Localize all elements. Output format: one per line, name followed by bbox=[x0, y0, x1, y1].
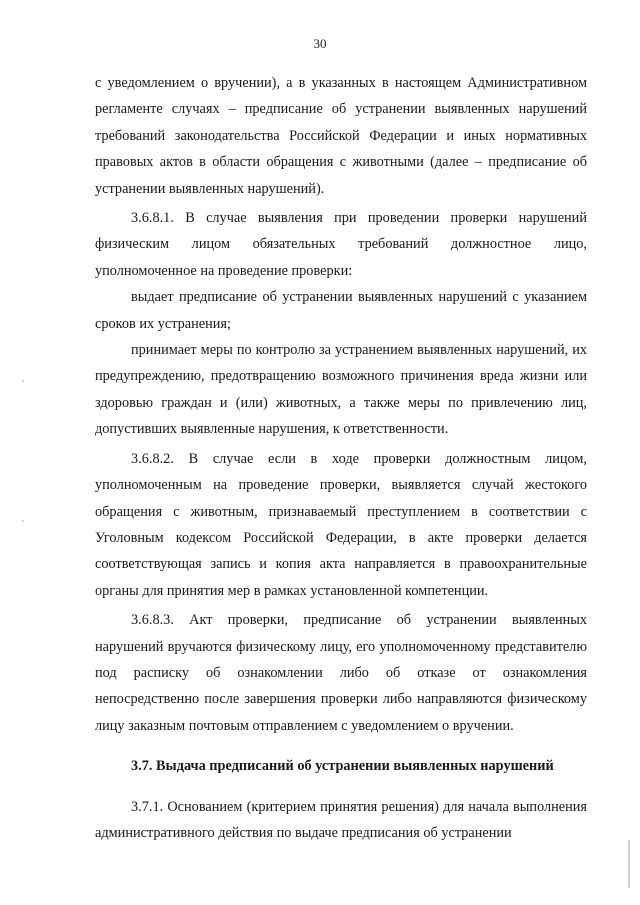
paragraph-3-6-8-1: 3.6.8.1. В случае выявления при проведении проверки нарушений физическим лицом обязательных требований должностное лицо, уполномоченное на проведение проверки: bbox=[95, 210, 587, 279]
document-body bbox=[95, 70, 587, 846]
scan-edge-mark bbox=[628, 840, 630, 888]
scan-speck bbox=[22, 380, 24, 382]
paragraph-control-measures: принимает меры по контролю за устранением выявленных нарушений, их предупреждению, предотвращению возможного причинения вреда жизни или здоровью граждан и (или) животных, а также меры по привлечению лиц, допустивших выявленные нарушения, к ответственности. bbox=[95, 342, 587, 438]
paragraph-issue-prescription: выдает предписание об устранении выявленных нарушений с указанием сроков их устранения; bbox=[95, 289, 587, 332]
page-number: 30 bbox=[313, 36, 327, 51]
scan-speck bbox=[22, 520, 24, 522]
paragraph-continuation: с уведомлением о вручении), а в указанных в настоящем Административном регламенте случаях – предписание об устранении выявленных нарушений требований законодательства Российской Федерации и иных нормативных правовых актов в области обращения с животными (далее – предписание об устранении выявленных нарушений). bbox=[95, 75, 587, 197]
paragraph-3-6-8-2: 3.6.8.2. В случае если в ходе проверки должностным лицом, уполномоченным на проведение проверки, выявляется случай жестокого обращения с животным, признаваемый преступлением в соответствии с Уголовным кодексом Российской Федерации, в акте проверки делается соответствующая запись и копия акта направляется в правоохранительные органы для принятия мер в рамках установленной компетенции. bbox=[95, 450, 587, 599]
section-heading: 3.7. Выдача предписаний об устранении выявленных нарушений bbox=[131, 758, 554, 775]
paragraph-3-7-1: 3.7.1. Основанием (критерием принятия решения) для начала выполнения административного действия по выдаче предписания об устранении bbox=[95, 798, 587, 841]
paragraph-3-6-8-3: 3.6.8.3. Акт проверки, предписание об устранении выявленных нарушений вручаются физическому лицу, его уполномоченному представителю под расписку об ознакомлении либо об отказе от ознакомления непосредственно после завершения проверки либо направляются физическому лицу заказным почтовым отправлением с уведомлением о вручении. bbox=[95, 612, 587, 734]
